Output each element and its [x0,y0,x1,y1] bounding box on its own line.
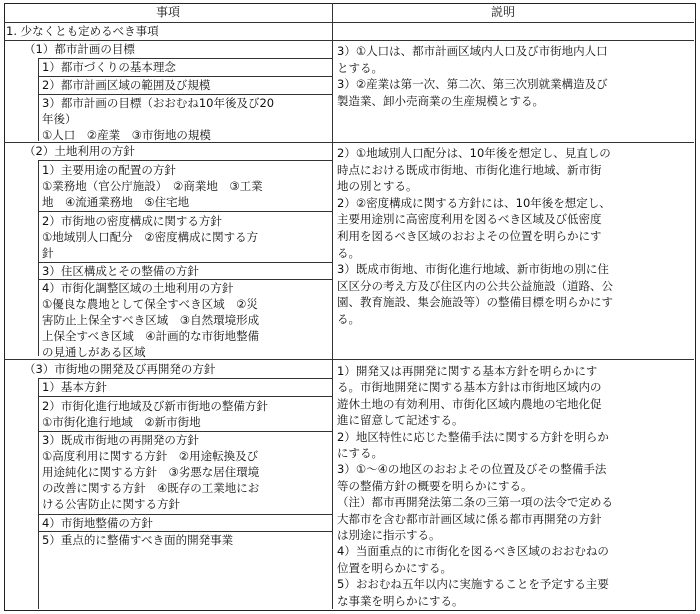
item-line: 4）市街化調整区域の土地利用の方針 [42,281,234,295]
explanation-line: にする。 [337,446,383,461]
item-line: 2）市街化進行地域及び新市街地の整備方針 [42,399,268,413]
item-line: 3）既成市街地の再開発の方針 [42,433,199,447]
list-item [42,280,259,360]
list-item [42,162,263,210]
explanation-line: は別途に指示する。 [337,528,441,543]
list-item [42,95,274,143]
item-line: ①地域別人口配分 ②密度構成に関する方 [42,230,259,244]
list-item [42,213,258,261]
item-line: 1）主要用途の配置の方針 [42,163,176,177]
item-line: 年後） [42,112,77,126]
explanation-line: 2）地区特性に応じた整備手法に関する方針を明らか [337,429,609,444]
header-col-left: 事項 [156,5,181,19]
group-title: （3）市街地の開発及び再開発の方針 [24,362,216,376]
explanation-line: 進に留意して記述する。 [337,413,464,428]
explanation-line: とする。 [337,60,383,75]
explanation-line: 製造業、卸小売商業の生産規模とする。 [337,93,544,108]
explanation-line: 2）②密度構成に関する方針には、10年後を想定し、 [337,195,611,210]
item-line: 3）都市計画の目標（おおむね10年後及び20 [42,96,275,110]
item-line: 用途純化に関する方針 ③劣悪な居住環境 [42,465,260,479]
explanation-line: な事業を明らかにする。 [337,593,464,608]
list-item [42,59,176,75]
explanation-line: 2）①地域別人口配分は、10年後を想定し、見直しの [337,146,611,160]
item-line: ①人口 ②産業 ③市街地の規模 [42,128,211,142]
explanation-line: 遊休土地の有効利用、市街化区域内農地の宅地化促 [337,396,602,411]
column-divider [332,3,333,609]
item-line: 上保全すべき区域 ④計画的な市街地整備 [42,329,260,343]
section-title: 1. 少なくとも定めるべき事項 [6,24,159,38]
group-explanation [337,363,613,609]
item-line: ける公害防止に関する方針 [42,497,180,511]
explanation-line: （注）都市再開発法第二条の三第一項の法令で定める [337,495,613,510]
explanation-line: 3）②産業は第一次、第二次、第三次別就業構造及び [337,77,608,92]
item-line: ①優良な農地として保全すべき区域 ②災 [42,297,258,311]
explanation-line: 等の整備方針の概要を明らかにする。 [337,478,533,493]
item-line: 2）市街地の密度構成に関する方針 [42,214,222,228]
explanation-line: 3）既成市街地、市街化進行地域、新市街地の別に住 [337,262,609,277]
group-divider [4,359,694,360]
item-divider [38,160,332,161]
item-line: ①市街化進行地域 ②新市街地 [42,415,201,429]
item-line: ①高度利用に関する方針 ②用途転換及び [42,449,259,463]
section-divider [4,40,694,41]
item-line: の見通しがある区域 [42,345,146,359]
group-explanation [337,145,613,328]
item-line: の改善に関する方針 ④既存の工業地にお [42,481,260,495]
list-item [42,263,199,279]
explanation-line: る。 [337,245,360,260]
item-line: 針 [42,246,54,260]
header-col-right: 説明 [491,5,516,19]
item-line: 害防止上保全すべき区域 ③自然環境形成 [42,313,260,327]
group-indent-line [38,58,39,141]
list-item [42,379,107,395]
explanation-line: 地の別とする。 [337,179,418,194]
group-title: （1）都市計画の目標 [24,42,135,56]
item-line: 2）都市計画区域の範囲及び規模 [42,78,211,92]
item-line: 3）住区構成とその整備の方針 [42,264,199,278]
explanation-line: 主要用途別に高密度利用を図るべき区域及び低密度 [337,212,602,227]
explanation-line: 利用を図るべき区域のおおよその位置を明らかにす [337,228,602,243]
item-line: 地 ④流通業務地 ⑤住宅地 [42,195,190,209]
explanation-line: 区区分の考え方及び住区内の公共公益施設（道路、公 [337,278,613,293]
explanation-line: 5）おおむね五年以内に実施することを予定する主要 [337,577,609,592]
group-indent-line [38,160,39,356]
explanation-line: 1）開発又は再開発に関する基本方針を明らかにす [337,364,598,378]
item-line: 1）基本方針 [42,380,107,394]
list-item [42,398,268,430]
explanation-line: 時点における既成市街地、市街化進行地域、新市街 [337,162,602,177]
group-indent-line [38,378,39,609]
explanation-line: 大都市を含む都市計画区域に係る都市再開発の方針 [337,511,602,526]
item-line: 4）市街地整備の方針 [42,516,153,530]
explanation-line: 4）当面重点的に市街化を図るべき区域のおおむねの [337,544,609,559]
item-line: 5）重点的に整備すべき面的開発事業 [42,533,234,547]
explanation-line: る。市街地開発に関する基本方針は市街地区域内の [337,380,602,395]
planning-items-table [4,3,696,611]
group-explanation [337,43,608,109]
explanation-line: 3）①人口は、都市計画区域内人口及び市街地内人口 [337,44,608,58]
header-divider [4,22,694,23]
list-item [42,77,210,93]
group-divider [4,142,694,143]
explanation-line: 3）①～④の地区のおおよその位置及びその整備手法 [337,462,607,477]
explanation-line: る。 [337,311,360,326]
explanation-line: 園、教育施設、集会施設等）の整備目標を明らかにす [337,295,613,310]
item-line: ①業務地（官公庁施設） ②商業地 ③工業 [42,179,263,193]
list-item [42,532,233,548]
explanation-line: 位置を明らかにする。 [337,560,452,575]
item-line: 1）都市づくりの基本理念 [42,60,176,74]
group-title: （2）土地利用の方針 [24,144,135,158]
list-item [42,432,259,512]
item-divider [38,211,332,212]
list-item [42,515,153,531]
item-divider [38,396,332,397]
